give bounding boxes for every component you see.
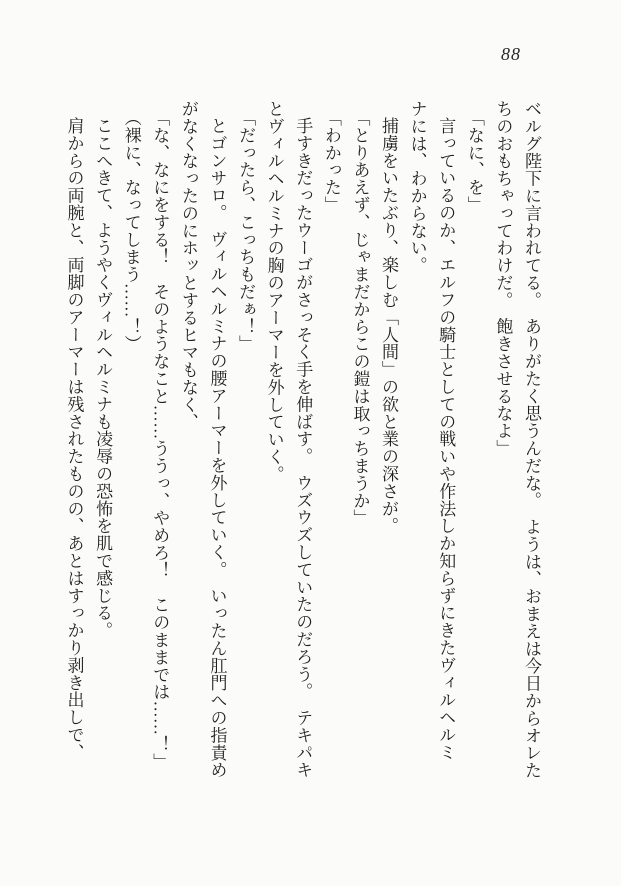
text-line-08: 「わかった」 (321, 108, 341, 213)
text-line-07: 「とりあえず、じゃまだからこの鎧は取っちまうか」 (350, 108, 370, 527)
text-line-06: 捕虜をいたぶり、楽しむ「人間」の欲と業の深さが。 (379, 117, 399, 535)
text-line-09: 手すきだったウーゴがさっそく手を伸ばす。 ウズウズしていたのだろう。 テキパキ (293, 117, 313, 779)
page-number: 88 (501, 44, 521, 64)
text-line-16: ここへきて、ようやくヴィルヘルミナも凌辱の恐怖を肌で感じる。 (93, 117, 113, 639)
text-line-02: ちのおもちゃってわけだ。 飽きさせるなよ」 (493, 100, 513, 457)
text-line-11: 「だったら、こっちもだぁ！」 (236, 108, 256, 353)
text-line-13: がなくなったのにホッとするヒマもなく、 (178, 100, 198, 431)
text-line-04: 言っているのか、エルフの騎士としての戦いや作法しか知らずにきたヴィルヘルミ (436, 117, 456, 761)
text-line-03: 「なに、を」 (464, 108, 484, 213)
text-line-14: 「な、なにをする！ そのようなこと……ううっ、やめろ！ このままでは……！」 (150, 108, 170, 770)
text-line-12: とゴンサロ。 ヴィルヘルミナの腰アーマーを外していく。 いったん肛門への指責め (207, 117, 227, 779)
text-line-10: とヴィルヘルミナの胸のアーマーを外していく。 (264, 100, 284, 483)
text-line-05: ナには、わからない。 (407, 100, 427, 274)
text-line-01: ベルグ陛下に言われてる。 ありがたく思うんだな。 ようは、おまえは今日からオレた (522, 100, 541, 779)
text-line-15: （裸に、なってしまう……！） (121, 108, 141, 353)
text-line-17: 肩からの両腕と、両脚のアーマーは残されたものの、あとはすっかり剥き出しで、 (64, 117, 84, 761)
text-body (59, 100, 545, 832)
